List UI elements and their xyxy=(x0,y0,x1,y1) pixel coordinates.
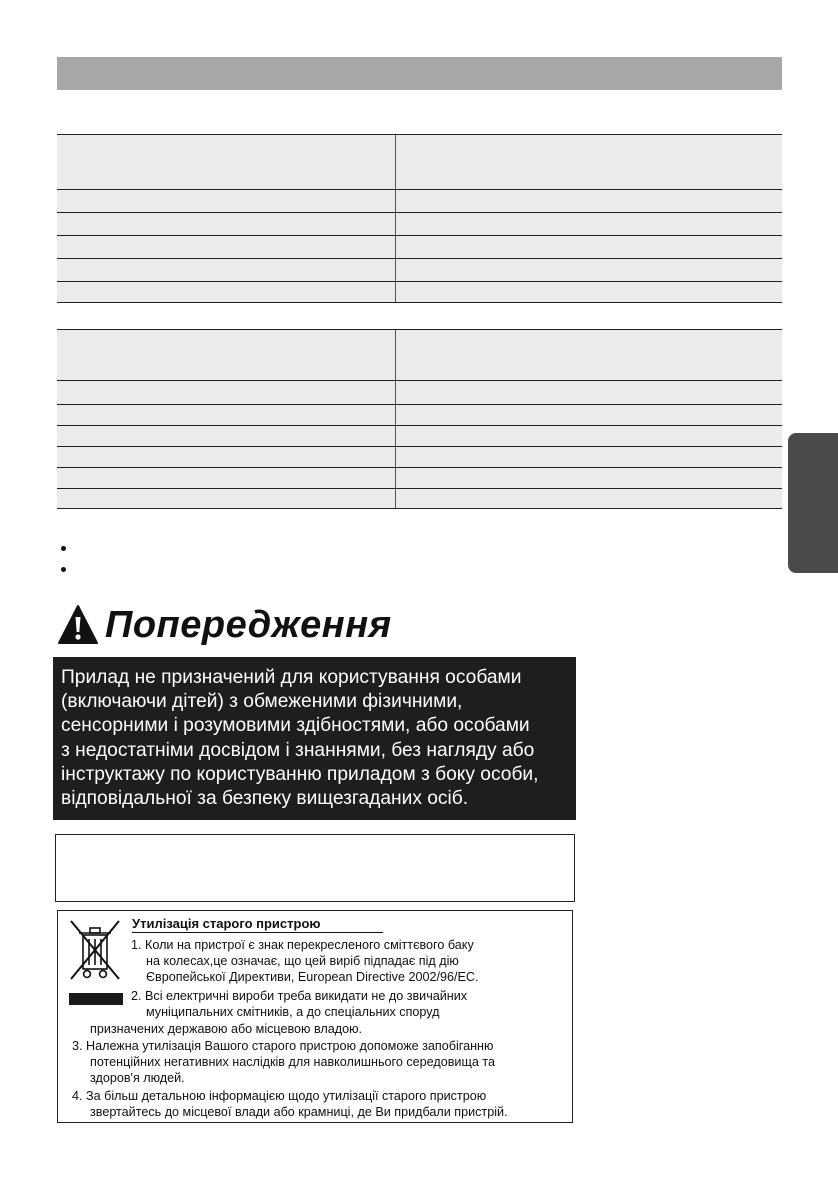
spec-table-2 xyxy=(57,329,782,509)
table-row xyxy=(57,405,782,426)
table-header-row xyxy=(57,330,782,381)
table-row xyxy=(57,489,782,509)
table-row xyxy=(57,381,782,405)
section-header-bar xyxy=(57,57,782,90)
disposal-text: Європейської Директиви, European Directive 2002/96/EC. xyxy=(146,970,479,984)
table-row xyxy=(57,213,782,236)
table-row xyxy=(57,468,782,489)
note-box xyxy=(55,834,575,902)
table-header-row xyxy=(57,135,782,190)
disposal-text: потенційних негативних наслідків для навколишнього середовища та xyxy=(90,1055,495,1069)
warning-line: сенсорними і розумовими здібностями, або особами xyxy=(61,715,530,737)
warning-triangle-icon xyxy=(57,604,99,646)
disposal-text: 2. Всі електричні вироби треба викидати не до звичайних xyxy=(131,989,468,1003)
disposal-title: Утилізація старого пристрою xyxy=(132,916,383,933)
warning-line: Прилад не призначений для користування особами xyxy=(61,667,522,688)
disposal-text: 4. За більш детальною інформацією щодо утилізації старого пристрою xyxy=(72,1089,487,1103)
bullet-point xyxy=(61,567,66,572)
warning-title: Попередження xyxy=(105,603,392,646)
disposal-text: муніципальних смітників, а до спеціальних споруд xyxy=(146,1005,440,1019)
table-row xyxy=(57,236,782,259)
crossed-out-bin-icon xyxy=(67,917,123,983)
warning-line: відповідальної за безпеку вищезгаданих осіб. xyxy=(61,788,469,810)
disposal-text: 3. Належна утилізація Вашого старого пристрою допоможе запобіганню xyxy=(72,1039,494,1053)
table-row xyxy=(57,282,782,303)
table-row xyxy=(57,426,782,447)
disposal-text: на колесах,це означає, що цей виріб підпадає під дію xyxy=(146,954,459,968)
warning-heading xyxy=(57,601,392,649)
disposal-text: здоров'я людей. xyxy=(90,1071,185,1085)
warning-line: інструктажу по користуванню приладом з боку особи, xyxy=(61,763,539,785)
disposal-text: звертайтесь до місцевої влади або крамниці, де Ви придбали пристрій. xyxy=(90,1105,508,1119)
spec-table-1 xyxy=(57,134,782,303)
black-bar-symbol xyxy=(69,993,123,1005)
warning-line: з недостатніми досвідом і знаннями, без нагляду або xyxy=(61,739,535,761)
table-row xyxy=(57,259,782,282)
warning-box xyxy=(53,657,576,820)
warning-line: (включаючи дітей) з обмеженими фізичними, xyxy=(61,691,463,713)
bullet-point xyxy=(61,546,66,551)
side-language-tab xyxy=(788,433,838,573)
table-row xyxy=(57,447,782,468)
disposal-notice xyxy=(57,910,573,1123)
disposal-text: призначених державою або місцевою владою. xyxy=(90,1022,363,1036)
table-row xyxy=(57,190,782,213)
disposal-text: 1. Коли на пристрої є знак перекресленого сміттєвого баку xyxy=(131,938,474,952)
